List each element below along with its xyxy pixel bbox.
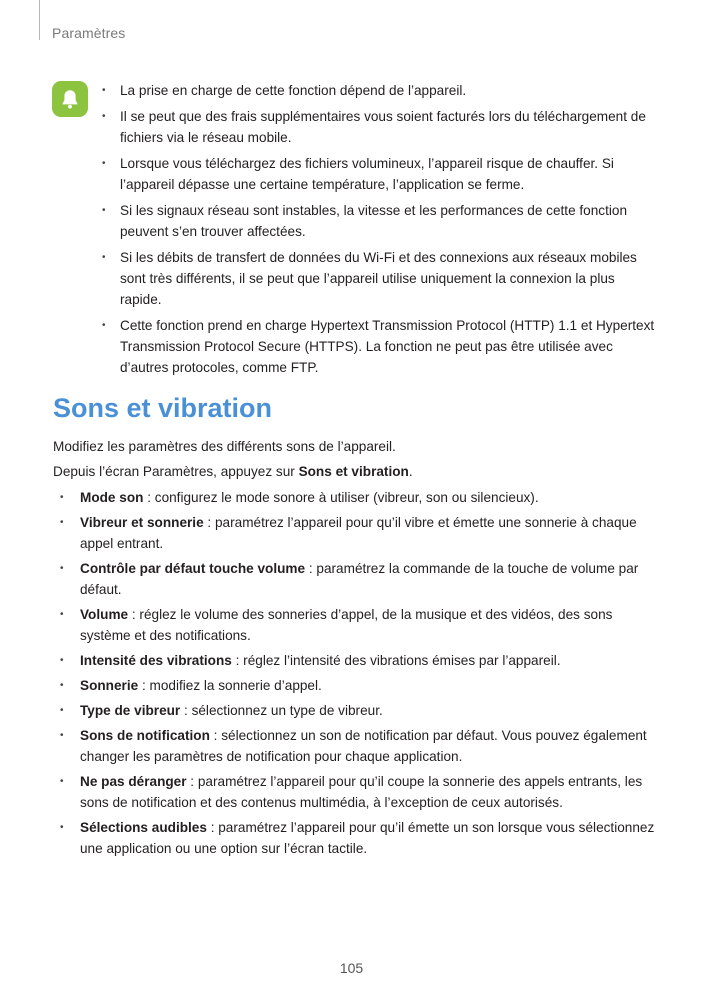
settings-item-term: Vibreur et sonnerie bbox=[80, 515, 204, 530]
section-intro: Modifiez les paramètres des différents sons de l’appareil. bbox=[53, 439, 396, 454]
navigation-path-suffix: . bbox=[408, 464, 413, 479]
settings-item-desc: : sélectionnez un son de notification par défaut. Vous pouvez également changer les paramètres de notification pour chaque application. bbox=[80, 728, 647, 764]
section-title: Sons et vibration bbox=[53, 393, 273, 423]
settings-item-sonnerie bbox=[60, 675, 656, 696]
settings-item-term: Intensité des vibrations bbox=[80, 653, 232, 668]
settings-item-controle-volume bbox=[60, 558, 656, 600]
page-number: 105 bbox=[339, 960, 364, 976]
note-item: • La prise en charge de cette fonction dépend de l’appareil. bbox=[101, 80, 656, 101]
settings-item-desc: : sélectionnez un type de vibreur. bbox=[180, 703, 383, 718]
settings-item-desc: : configurez le mode sonore à utiliser (vibreur, son ou silencieux). bbox=[143, 490, 539, 505]
section-header-label: Paramètres bbox=[52, 25, 126, 41]
settings-item-desc: : modifiez la sonnerie d’appel. bbox=[138, 678, 322, 693]
settings-item-term: Sonnerie bbox=[80, 678, 139, 693]
settings-item-vibreur-sonnerie bbox=[60, 512, 656, 554]
settings-item-term: Contrôle par défaut touche volume bbox=[80, 561, 306, 576]
settings-item-intensite-vibrations bbox=[60, 650, 656, 671]
settings-item-sons-notification bbox=[60, 725, 656, 767]
settings-item-mode-son bbox=[60, 487, 656, 508]
note-item: • Lorsque vous téléchargez des fichiers volumineux, l’appareil risque de chauffer. Si l’appareil dépasse une certaine température, l’application se ferme. bbox=[101, 153, 656, 195]
navigation-path-prefix: Depuis l’écran Paramètres, appuyez sur bbox=[53, 464, 299, 479]
settings-item-term: Sons de notification bbox=[80, 728, 210, 743]
settings-list bbox=[60, 487, 656, 863]
note-item: • Il se peut que des frais supplémentaires vous soient facturés lors du téléchargement de fichiers via le réseau mobile. bbox=[101, 106, 656, 148]
settings-item-desc: : paramétrez l’appareil pour qu’il vibre et émette une sonnerie à chaque appel entrant. bbox=[80, 515, 637, 551]
settings-item-desc: : paramétrez l’appareil pour qu’il émette un son lorsque vous sélectionnez une application ou une option sur l’écran tactile. bbox=[80, 820, 655, 856]
settings-item-term: Type de vibreur bbox=[80, 703, 181, 718]
note-list bbox=[101, 80, 656, 383]
bell-icon bbox=[52, 81, 88, 117]
navigation-path bbox=[53, 461, 653, 482]
note-item: • Cette fonction prend en charge Hypertext Transmission Protocol (HTTP) 1.1 et Hypertext Transmission Protocol Secure (HTTPS). La fonction ne peut pas être utilisée avec d’autres protocoles, comme FTP. bbox=[101, 315, 656, 378]
settings-item-desc: : réglez l’intensité des vibrations émises par l’appareil. bbox=[231, 653, 561, 668]
header-divider bbox=[39, 0, 40, 40]
settings-item-selections-audibles bbox=[60, 817, 656, 859]
settings-item-volume bbox=[60, 604, 656, 646]
settings-item-term: Volume bbox=[80, 607, 129, 622]
settings-item-type-vibreur bbox=[60, 700, 656, 721]
settings-item-term: Mode son bbox=[80, 490, 144, 505]
settings-item-desc: : réglez le volume des sonneries d’appel, de la musique et des vidéos, des sons système et des notifications. bbox=[80, 607, 613, 643]
settings-item-term: Sélections audibles bbox=[80, 820, 207, 835]
settings-item-term: Ne pas déranger bbox=[80, 774, 187, 789]
settings-item-ne-pas-deranger bbox=[60, 771, 656, 813]
navigation-path-target: Sons et vibration bbox=[298, 464, 409, 479]
note-item: • Si les débits de transfert de données du Wi-Fi et des connexions aux réseaux mobiles sont très différents, il se peut que l’appareil utilise uniquement la connexion la plus rapide. bbox=[101, 247, 656, 310]
note-item: • Si les signaux réseau sont instables, la vitesse et les performances de cette fonction peuvent s’en trouver affectées. bbox=[101, 200, 656, 242]
settings-item-desc: : paramétrez l’appareil pour qu’il coupe la sonnerie des appels entrants, les sons de notification et des contenus multimédia, à l’exception de ceux autorisés. bbox=[80, 774, 643, 810]
settings-item-desc: : paramétrez la commande de la touche de volume par défaut. bbox=[80, 561, 639, 597]
